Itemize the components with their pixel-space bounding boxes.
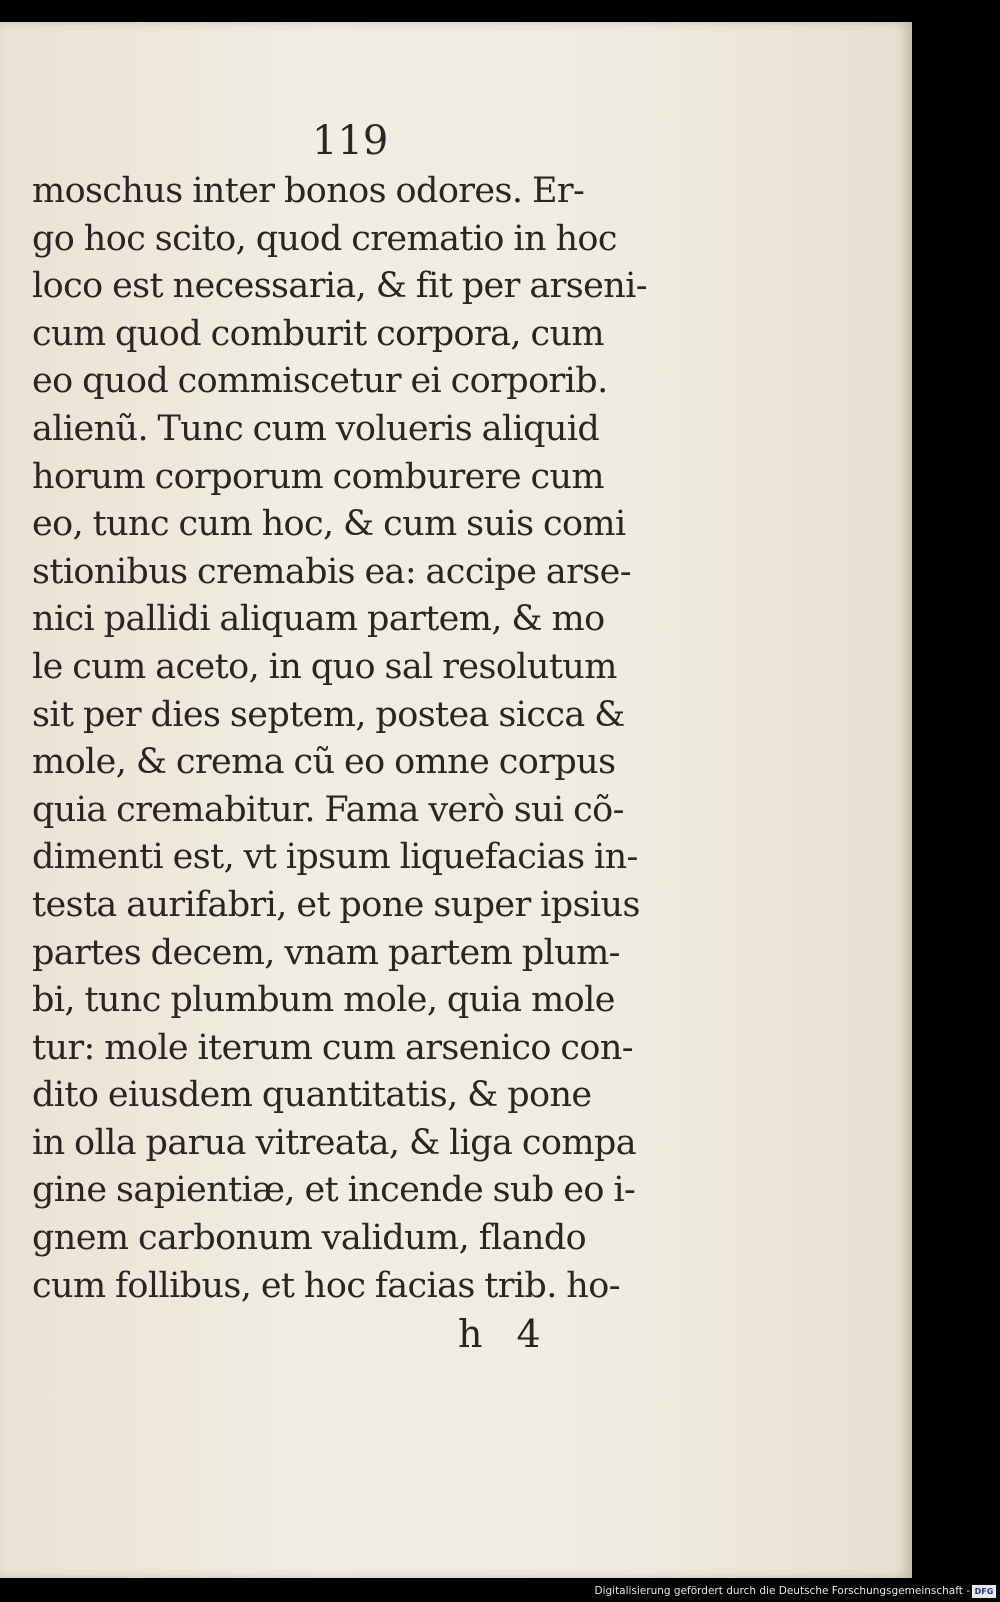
footer-credit: Digitalisierung gefördert durch die Deutsche Forschungsgemeinschaft - [594,1585,970,1597]
signature-mark: h 4 [458,1312,541,1356]
text-line: nici pallidi aliquam partem, & mo [32,599,605,640]
text-block [32,168,672,1310]
text-line: go hoc scito, quod crematio in hoc [32,218,617,259]
text-line: dito eiusdem quantitatis, & pone [32,1075,592,1116]
text-line: partes decem, vnam partem plum- [32,932,620,973]
text-line: eo quod commiscetur ei corporib. [32,361,608,402]
text-line: tur: mole iterum cum arsenico con- [32,1027,634,1068]
footer-bar [0,1578,1000,1602]
text-line: moschus inter bonos odores. Er- [32,171,585,211]
text-line: le cum aceto, in quo sal resolutum [32,646,617,687]
text-line: dimenti est, vt ipsum liquefacias in- [32,837,638,878]
text-line: gine sapientiæ, et incende sub eo i- [32,1170,636,1211]
text-line: quia cremabitur. Fama verò sui cõ- [32,789,624,830]
text-line: horum corporum comburere cum [32,456,605,497]
text-line: cum follibus, et hoc facias trib. ho- [32,1265,620,1306]
text-line: sit per dies septem, postea sicca & [32,694,625,735]
dfg-logo: DFG [972,1585,996,1598]
book-page [0,22,912,1578]
text-line: cum quod comburit corpora, cum [32,313,604,354]
text-line: bi, tunc plumbum mole, quia mole [32,980,615,1021]
text-line: gnem carbonum validum, flando [32,1218,587,1259]
text-line: stionibus cremabis ea: accipe arse- [32,551,631,592]
text-line: alienũ. Tunc cum volueris aliquid [32,408,600,449]
text-line: testa aurifabri, et pone super ipsius [32,884,640,925]
text-line: eo, tunc cum hoc, & cum suis comi [32,504,626,545]
text-line: in olla parua vitreata, & liga compa [32,1122,636,1163]
page-number: 119 [312,118,389,164]
text-line: mole, & crema cũ eo omne corpus [32,742,616,783]
text-line: loco est necessaria, & fit per arseni- [32,266,647,307]
